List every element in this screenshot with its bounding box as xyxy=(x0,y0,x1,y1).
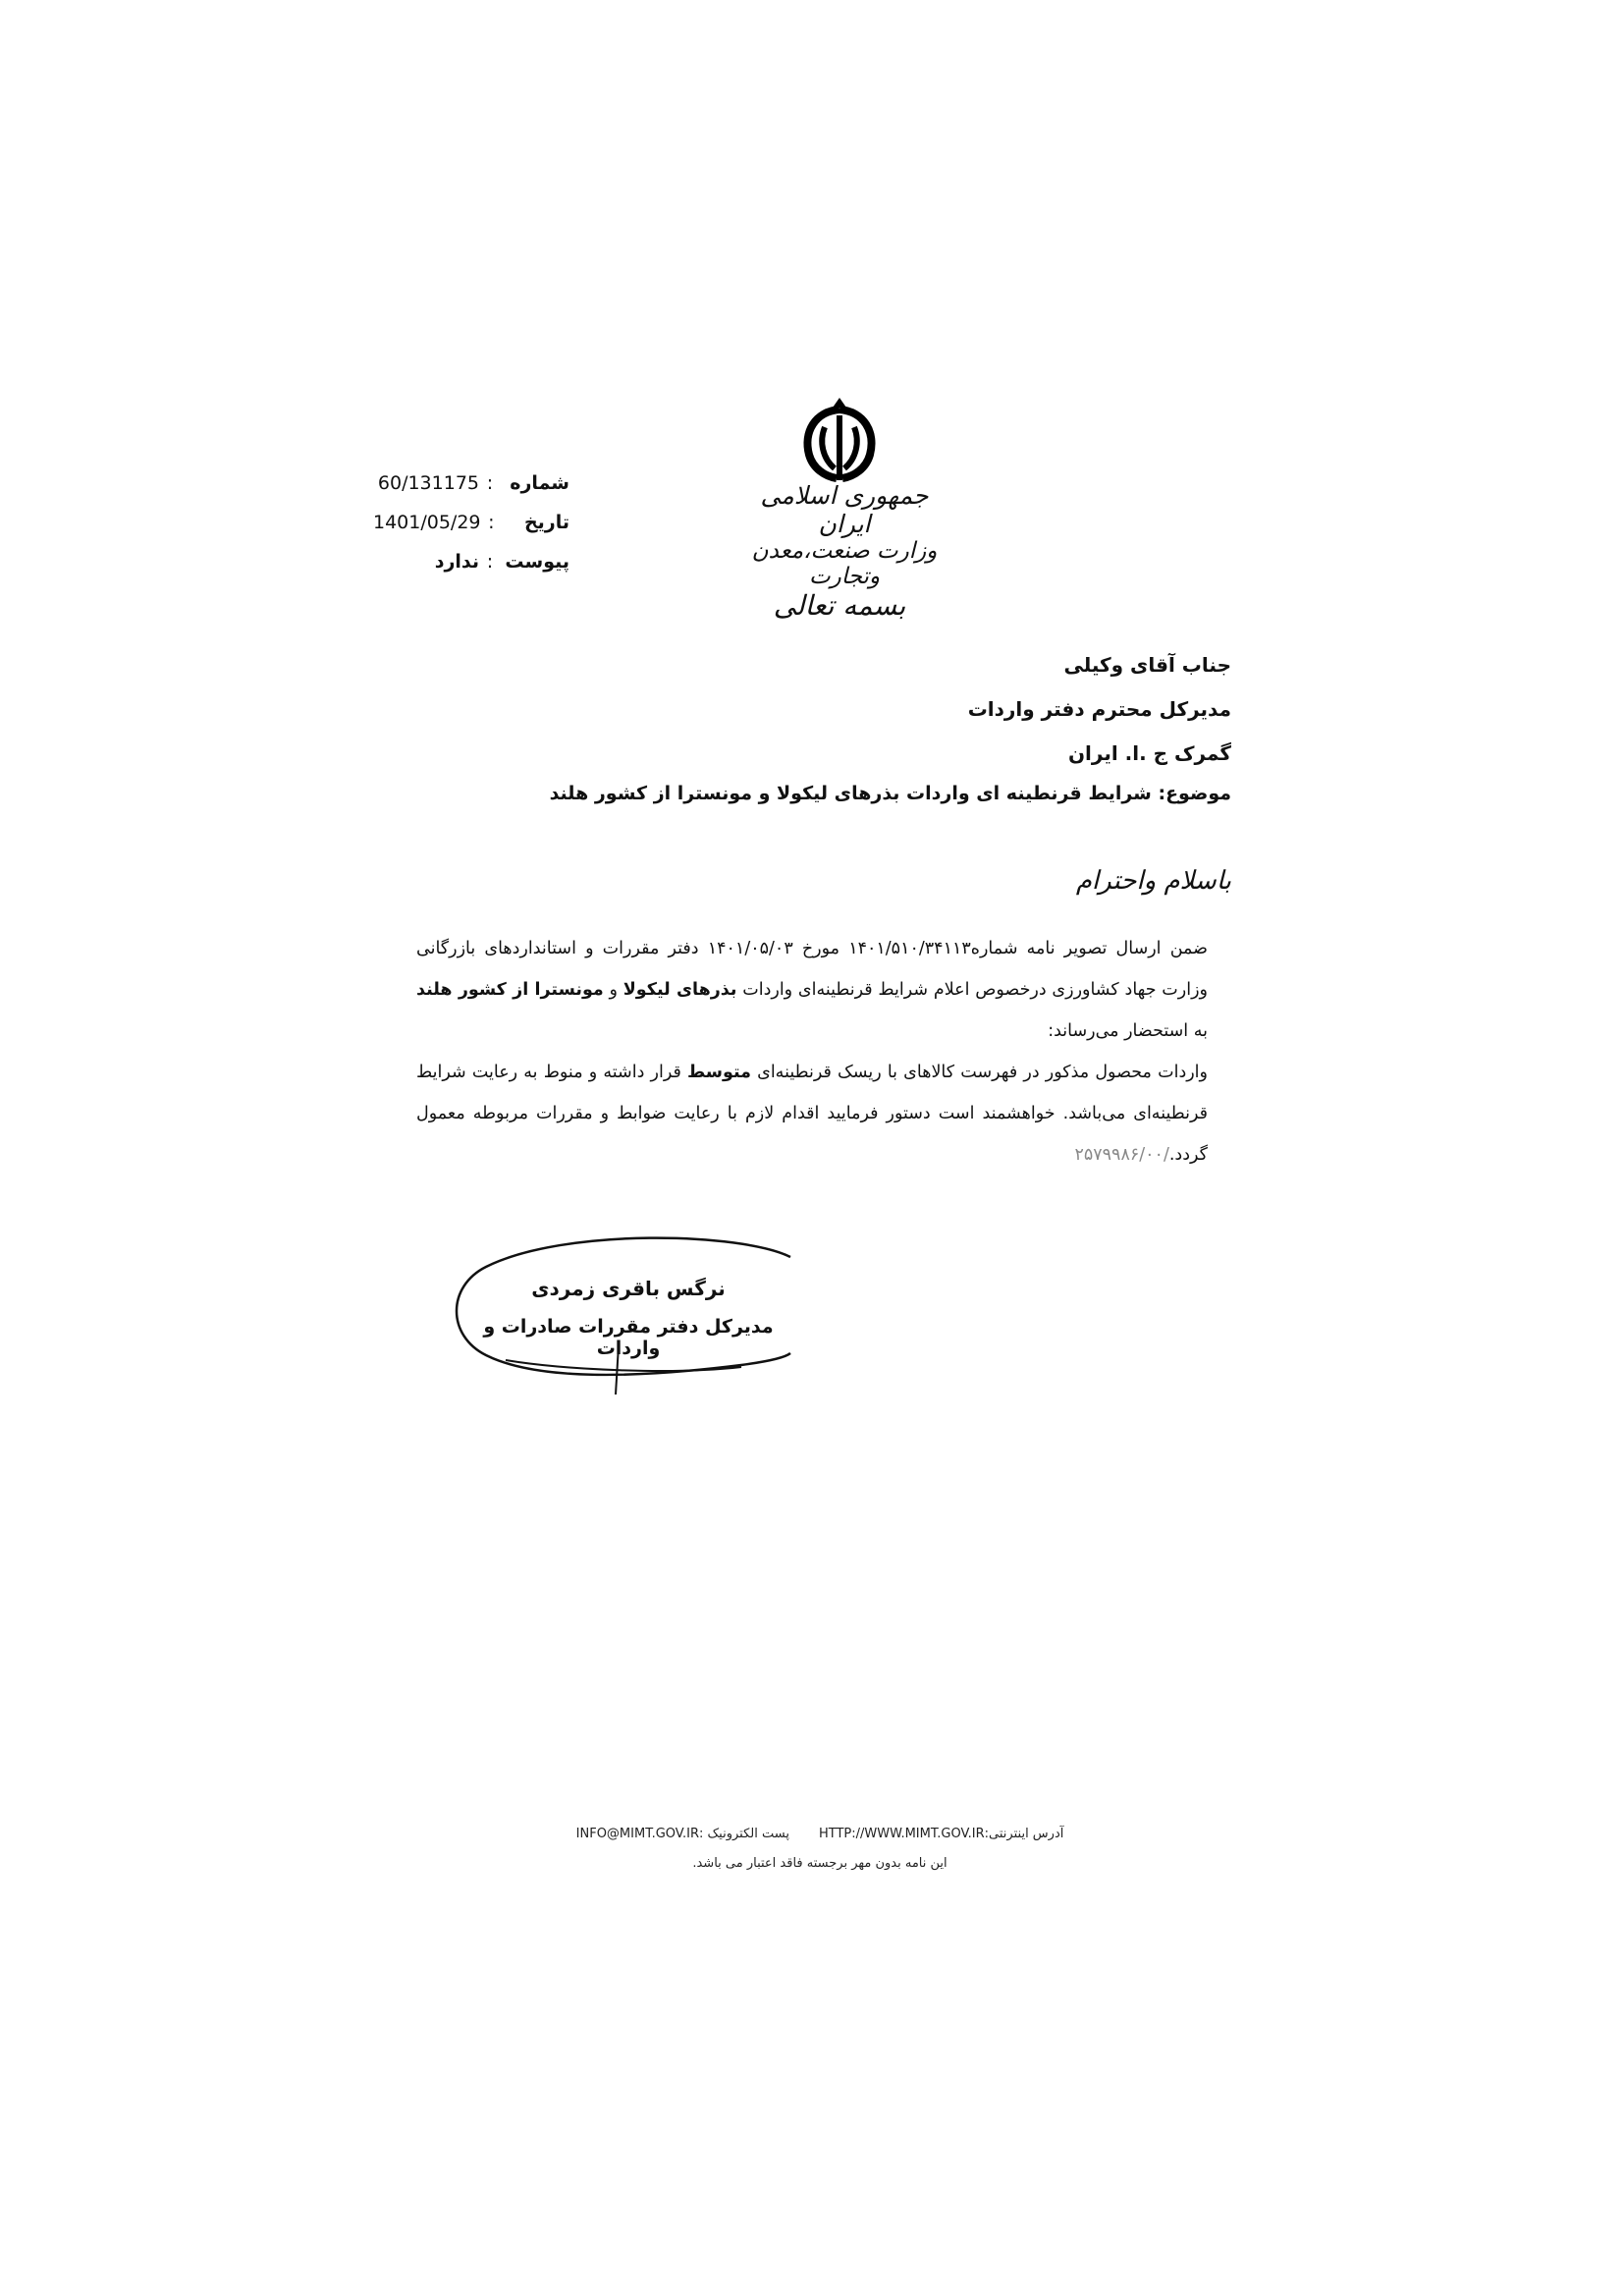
body-p2-reference: /۲۵۷۹۹۸۶/۰۰ xyxy=(1074,1145,1169,1165)
letter-date-label: تاریخ xyxy=(523,512,569,533)
body-paragraph-1 xyxy=(416,928,1231,1052)
body-p2-text-a: واردات محصول مذکور در فهرست کالاهای با ریسک قرنطینه‌ای xyxy=(750,1063,1209,1082)
footer-web-value: HTTP://WWW.MIMT.GOV.IR xyxy=(818,1827,985,1841)
letter-attachment-label: پیوست xyxy=(505,551,569,573)
letter-number-separator: : xyxy=(486,472,494,494)
letter-body xyxy=(416,928,1231,1175)
republic-name: جمهوری اسلامی ایران xyxy=(760,481,929,538)
body-p1-bold-1: بذرهای لیکولا xyxy=(623,980,737,1000)
letter-date-separator: : xyxy=(488,512,495,533)
body-p1-text-a: ضمن ارسال تصویر نامه شماره۱۴۰۱/۵۱۰/۳۴۱۱۳ مورخ ۱۴۰۱/۰۵/۰۳ دفتر مقررات و استانداردهای بازرگانی وزارت جهاد کشاورزی درخصوص اعلام شرایط قرنطینه‌ای واردات xyxy=(416,939,1208,1000)
subject-line: موضوع: شرایط قرنطینه ای واردات بذرهای لیکولا و مونسترا از کشور هلند xyxy=(549,783,1231,804)
letter-number-row xyxy=(373,464,569,503)
body-paragraph-2 xyxy=(416,1052,1231,1175)
addressee-organization: گمرک ج .ا. ایران xyxy=(1067,741,1231,765)
letter-number-label: شماره xyxy=(510,472,569,494)
body-p2-bold: متوسط xyxy=(687,1063,751,1082)
body-p1-bold-2: مونسترا از کشور هلند xyxy=(416,980,604,1000)
greeting: باسلام واحترام xyxy=(1075,866,1231,896)
addressee-title: مدیرکل محترم دفتر واردات xyxy=(967,697,1231,721)
body-p2-text-b: قرار داشته و منوط به رعایت شرایط قرنطینه‌ای می‌باشد. خواهشمند است دستور فرمایید اقدام لازم با رعایت ضوابط و مقررات مربوطه معمول گردد. xyxy=(416,1063,1208,1165)
iran-emblem-icon xyxy=(795,398,884,491)
footer-web-label: آدرس اینترنتی: xyxy=(984,1827,1064,1841)
ministry-name: وزارت صنعت،معدن وتجارت xyxy=(751,538,938,589)
footer-contact xyxy=(432,1827,1208,1841)
signatory-name: نرگس باقری زمردی xyxy=(531,1277,726,1300)
body-p1-text-c: به استحضار می‌رساند: xyxy=(1048,1021,1208,1041)
letter-attachment-row xyxy=(373,542,569,581)
footer-email-label: پست الکترونیک : xyxy=(699,1827,789,1841)
letter-date-row xyxy=(373,503,569,542)
letter-attachment-separator: : xyxy=(486,551,494,573)
letter-attachment-value: ندارد xyxy=(434,551,479,573)
footer-notice: این نامه بدون مهر برجسته فاقد اعتبار می باشد. xyxy=(692,1856,947,1871)
signatory-title: مدیرکل دفتر مقررات صادرات و واردات xyxy=(483,1316,774,1359)
footer-email xyxy=(576,1827,789,1841)
addressee-name: جناب آقای وکیلی xyxy=(1063,653,1231,677)
letter-date-value: 1401/05/29 xyxy=(373,512,481,533)
body-p1-text-b: و xyxy=(603,980,623,1000)
footer-web xyxy=(819,1827,1063,1841)
footer-email-value: INFO@MIMT.GOV.IR xyxy=(575,1827,700,1841)
letter-number-value: 60/131175 xyxy=(377,472,479,494)
basmala: بسمه تعالی xyxy=(773,589,906,622)
